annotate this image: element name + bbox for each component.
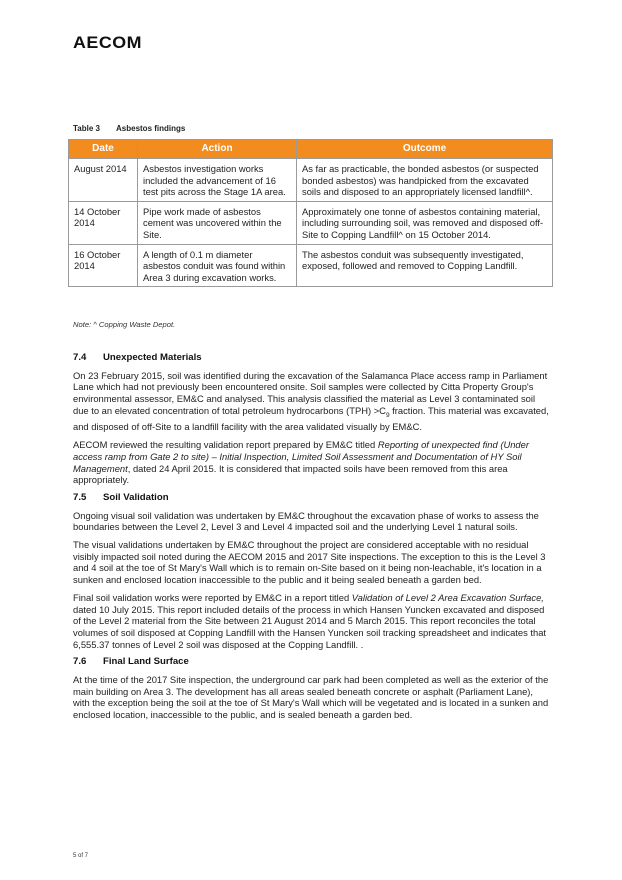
text-run: fraction. This material was excavated, and disposed of off-Site to a landfill facility with the area validated visually by EM&C.	[73, 404, 549, 433]
cell-outcome: The asbestos conduit was subsequently investigated, exposed, followed and removed to Copping Landfill.	[297, 244, 553, 287]
section-title: Unexpected Materials	[103, 352, 202, 363]
header-outcome: Outcome	[297, 140, 553, 159]
cell-date: 16 October 2014	[69, 244, 138, 287]
table-note: Note: ^ Copping Waste Depot.	[73, 320, 176, 329]
section-heading-7-5	[73, 492, 552, 504]
page-number: 5 of 7	[73, 853, 89, 859]
section-heading-7-4	[73, 352, 552, 364]
section-title: Final Land Surface	[103, 656, 189, 668]
text-run: On 23 February 2015, soil was identified during the excavation of the Salamanca Place access ramp in Parliament Lane which had not previously been encountered onsite. Soil samples were collected by Citta Property Group's environmental assessor, EM&C and analysed. This analysis classified the material as Level 3 contaminated soil due to an elevated concentration of total petroleum hydrocarbons (TPH) >C	[73, 369, 548, 416]
section-title: Soil Validation	[103, 491, 169, 503]
section-number: 7.4	[73, 352, 87, 363]
asbestos-findings-table	[68, 139, 553, 287]
cell-outcome: Approximately one tonne of asbestos containing material, including surrounding soil, was removed and disposed off-Site to Copping Landfill^ on 15 October 2014.	[297, 201, 553, 244]
paragraph: Ongoing visual soil validation was undertaken by EM&C throughout the excavation phase of works to assess the boundaries between the Level 2, Level 3 and Level 4 impacted soil and the underlying Level 1 natural soils.	[73, 509, 539, 533]
report-title: Validation of Level 2 Area Excavation Surface,	[351, 591, 544, 603]
table-row	[69, 159, 553, 202]
section-number: 7.5	[73, 491, 87, 503]
cell-action: Asbestos investigation works included the advancement of 16 test pits across the Stage 1A area.	[138, 159, 297, 202]
table-row	[69, 244, 553, 287]
table-row	[69, 201, 553, 244]
report-title: Reporting of unexpected find (Under access ramp from Gate 2 to site) – Initial Inspection, Limited Soil Assessment and Documentation of HY Soil Management	[73, 439, 529, 474]
table-header-row	[69, 140, 553, 159]
cell-action: A length of 0.1 m diameter asbestos conduit was found within Area 3 during excavation works.	[138, 244, 297, 287]
cell-action: Pipe work made of asbestos cement was uncovered within the Site.	[138, 201, 297, 244]
text-run: dated 10 July 2015. This report included details of the process in which Hansen Yuncken excavated and disposed of the Level 2 material from the Site between 21 August 2014 and 5 March 2015. This report reconciles the total volumes of soil disposed at Copping Landfill with the Hansen Yuncken soil tracking spreadsheet and indicates that 6,555.37 tonnes of Level 2 soil was disposed at the Copping Landfill. .	[73, 603, 547, 650]
aecom-logo: AECOM	[73, 33, 143, 52]
document-body	[73, 352, 552, 727]
paragraph	[73, 592, 552, 651]
text-run: Final soil validation works were reported by EM&C in a report titled	[73, 591, 352, 603]
header-action: Action	[138, 140, 297, 159]
paragraph	[73, 370, 552, 433]
table-title: Asbestos findings	[116, 124, 186, 133]
cell-outcome: As far as practicable, the bonded asbestos (or suspected bonded asbestos) was handpicked from the excavated soils and disposed to an appropriately licensed landfill^.	[297, 159, 553, 202]
paragraph	[73, 439, 552, 486]
text-run: AECOM reviewed the resulting validation report prepared by EM&C titled	[73, 439, 378, 451]
paragraph: The visual validations undertaken by EM&C throughout the project are considered acceptable with no residual visibly impacted soil noted during the AECOM 2015 and 2017 Site inspections. The exception to this is the Level 3 and 4 soil at the toe of St Mary's Wall which is to remain on-Site based on it being non-leachable, it's location in a sunken and enclosed location inaccessible to the public and it being sealed beneath a garden bed.	[73, 539, 546, 586]
section-heading-7-6	[73, 656, 552, 668]
cell-date: August 2014	[69, 159, 138, 202]
section-number: 7.6	[73, 656, 87, 668]
text-run: , dated 24 April 2015. It is considered that impacted soils have been removed from this area appropriately.	[73, 462, 508, 486]
table-caption	[73, 124, 185, 133]
subscript: 9	[385, 411, 390, 419]
cell-date: 14 October 2014	[69, 201, 138, 244]
header-date: Date	[69, 140, 138, 159]
paragraph: At the time of the 2017 Site inspection, the underground car park had been completed as well as the exterior of the main building on Area 3. The development has all areas sealed beneath concrete or asphalt (Parliament Lane), with the exception being the soil at the toe of St Mary's Wall which will be vegetated and is located in a sunken and enclosed location, inaccessible to the public, and is sealed beneath a garden bed.	[73, 674, 549, 721]
table-number: Table 3	[73, 124, 100, 133]
